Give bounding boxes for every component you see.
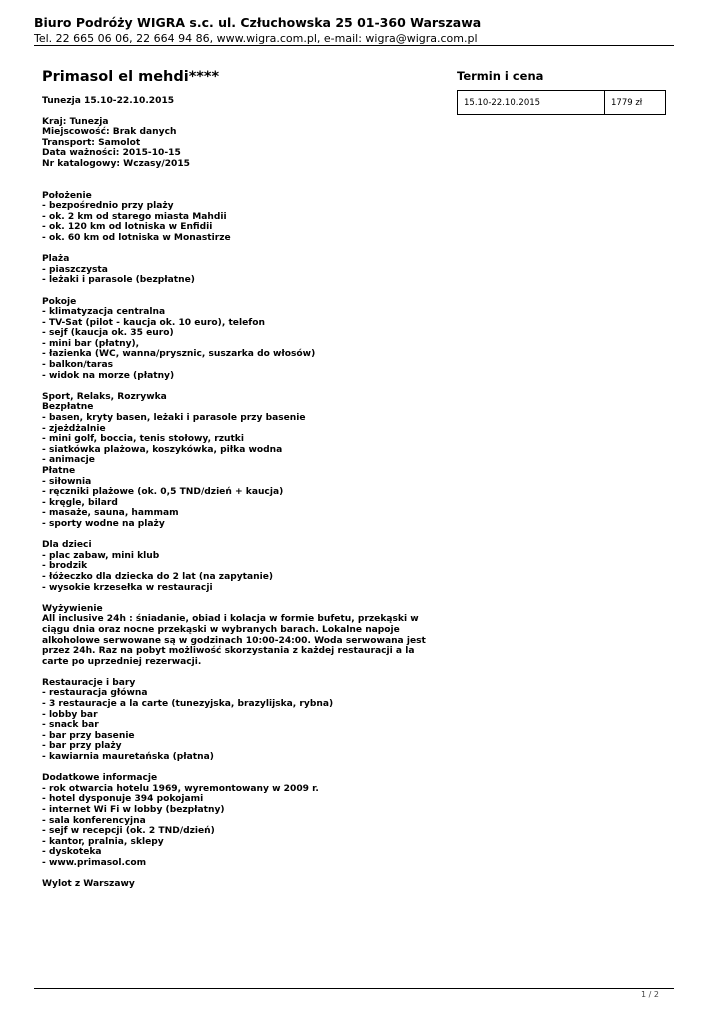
hotel-title: Primasol el mehdi****: [42, 69, 220, 85]
price-panel: [457, 68, 667, 115]
price-value: 1779 zł: [605, 91, 666, 115]
offer-section: [42, 773, 442, 868]
section-line: - kantor, pralnia, sklepy: [42, 836, 164, 847]
section-line: - zjeżdżalnie: [42, 423, 106, 434]
section-line: - mini bar (płatny),: [42, 338, 140, 349]
section-line: - ok. 2 km od starego miasta Mahdii: [42, 211, 227, 222]
section-line: - sejf w recepcji (ok. 2 TND/dzień): [42, 826, 215, 837]
offer-section: [42, 678, 442, 763]
section-line: - leżaki i parasole (bezpłatne): [42, 275, 195, 286]
section-line: - wysokie krzesełka w restauracji: [42, 582, 213, 593]
section-heading: Restauracje i bary: [42, 677, 136, 688]
section-heading: Dla dzieci: [42, 540, 92, 551]
section-line: - hotel dysponuje 394 pokojami: [42, 794, 204, 805]
section-line: - bezpośrednio przy plaży: [42, 201, 174, 212]
section-line: - TV-Sat (pilot - kaucja ok. 10 euro), telefon: [42, 317, 265, 328]
footer-divider: [34, 988, 674, 989]
section-line: - masaże, sauna, hammam: [42, 508, 179, 519]
section-line: - internet Wi Fi w lobby (bezpłatny): [42, 805, 225, 815]
section-line: - widok na morze (płatny): [42, 370, 175, 381]
section-line: - łazienka (WC, wanna/prysznic, suszarka do włosów): [42, 349, 316, 360]
offer-section: [42, 540, 442, 593]
section-line: - bar przy basenie: [42, 730, 135, 741]
section-line: - snack bar: [42, 720, 99, 731]
offer-section: [42, 392, 442, 530]
section-line: - www.primasol.com: [42, 857, 147, 868]
section-line: - piaszczysta: [42, 264, 108, 275]
section-line: - animacje: [42, 455, 95, 466]
section-line: - ręczniki plażowe (ok. 0,5 TND/dzień + kaucja): [42, 487, 284, 498]
price-panel-title: Termin i cena: [457, 69, 544, 83]
section-line: - ok. 60 km od lotniska w Monastirze: [42, 232, 231, 243]
section-paragraph: All inclusive 24h : śniadanie, obiad i kolacja w formie bufetu, przekąski w ciągu dnia oraz nocne przekąski w wybranych barach. Lokalne napoje alkoholowe serwowane są w godzinach 10:00-24:00. Woda serwowana jest przez 24h. Raz na pobyt możliwość skorzystania z każdej restauracji a la carte po uprzedniej rezerwacji.: [42, 614, 426, 667]
section-heading: Wyżywienie: [42, 603, 103, 614]
offer-section: [42, 879, 442, 890]
section-line: - łóżeczko dla dziecka do 2 lat (na zapytanie): [42, 571, 274, 582]
section-line: - klimatyzacja centralna: [42, 307, 166, 318]
section-heading: Pokoje: [42, 296, 77, 307]
offer-section: [42, 254, 442, 286]
section-line: - sporty wodne na plaży: [42, 518, 165, 529]
section-line: - siatkówka plażowa, koszykówka, piłka wodna: [42, 444, 283, 455]
price-table: [457, 90, 666, 115]
section-line: - 3 restauracje a la carte (tunezyjska, brazylijska, rybna): [42, 699, 334, 710]
trip-dates: Tunezja 15.10-22.10.2015: [42, 96, 175, 106]
offer-section: [42, 604, 442, 668]
meta-line: Miejscowość: Brak danych: [42, 127, 177, 138]
section-heading: Dodatkowe informacje: [42, 773, 158, 784]
section-line: - kręgle, bilard: [42, 497, 118, 508]
price-date: 15.10-22.10.2015: [458, 91, 605, 115]
section-line: - plac zabaw, mini klub: [42, 550, 160, 561]
section-line: Bezpłatne: [42, 402, 94, 413]
page-number: 1 / 2: [641, 990, 659, 999]
offer-sections: [42, 191, 442, 890]
section-line: - lobby bar: [42, 709, 98, 720]
document-header: [34, 15, 674, 46]
section-heading: Wylot z Warszawy: [42, 879, 135, 890]
company-name: Biuro Podróży WIGRA s.c. ul. Człuchowska 25 01-360 Warszawa: [34, 15, 482, 30]
offer-section: [42, 297, 442, 382]
section-heading: Sport, Relaks, Rozrywka: [42, 391, 167, 402]
section-line: - basen, kryty basen, leżaki i parasole przy basenie: [42, 413, 306, 424]
company-contact: Tel. 22 665 06 06, 22 664 94 86, www.wigra.com.pl, e-mail: wigra@wigra.com.pl: [34, 32, 478, 45]
section-line: - brodzik: [42, 561, 88, 572]
section-line: - restauracja główna: [42, 688, 148, 699]
price-row: [458, 91, 666, 115]
section-line: - dyskoteka: [42, 847, 102, 858]
offer-section: [42, 191, 442, 244]
offer-meta: [42, 117, 442, 170]
section-line: - ok. 120 km od lotniska w Enfidii: [42, 222, 213, 233]
header-divider: [34, 45, 674, 46]
section-line: Płatne: [42, 466, 76, 476]
section-line: - siłownia: [42, 476, 92, 487]
section-line: - kawiarnia mauretańska (płatna): [42, 752, 214, 763]
section-line: - sejf (kaucja ok. 35 euro): [42, 328, 174, 339]
offer-details: [42, 68, 442, 890]
section-line: - mini golf, boccia, tenis stołowy, rzutki: [42, 434, 244, 445]
section-line: - balkon/taras: [42, 360, 114, 371]
meta-line: Data ważności: 2015-10-15: [42, 148, 181, 159]
section-line: - bar przy plaży: [42, 741, 122, 752]
meta-line: Transport: Samolot: [42, 137, 141, 148]
meta-line: Kraj: Tunezja: [42, 116, 109, 127]
section-heading: Położenie: [42, 190, 92, 201]
meta-line: Nr katalogowy: Wczasy/2015: [42, 158, 191, 169]
section-line: - sala konferencyjna: [42, 815, 146, 826]
section-line: - rok otwarcia hotelu 1969, wyremontowany w 2009 r.: [42, 783, 319, 794]
section-heading: Plaża: [42, 254, 70, 265]
